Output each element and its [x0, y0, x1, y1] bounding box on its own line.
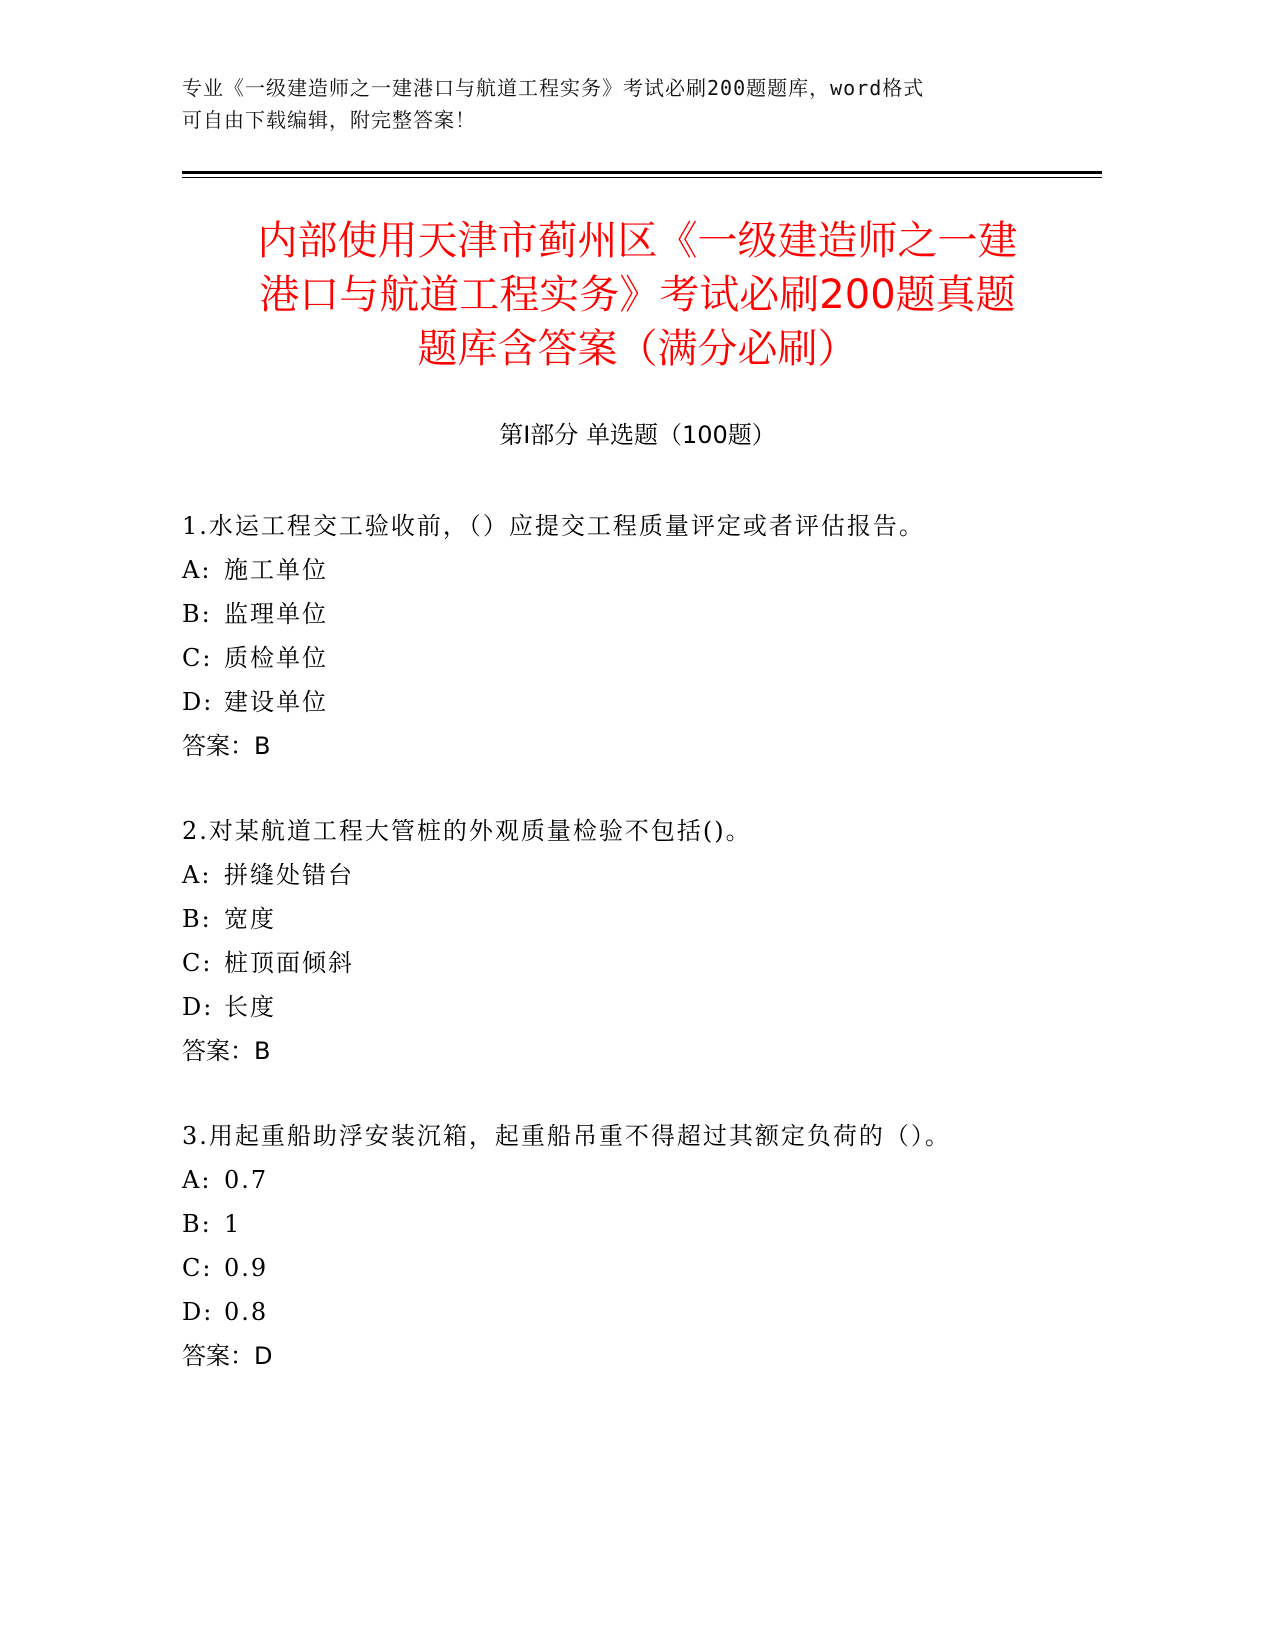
option-d	[182, 1290, 1082, 1334]
option-text: 长度	[224, 993, 276, 1021]
option-a	[182, 548, 1082, 592]
option-b	[182, 592, 1082, 636]
title-line-1: 内部使用天津市蓟州区《一级建造师之一建	[257, 218, 1018, 264]
question-1	[182, 504, 1082, 768]
option-letter: C:	[182, 1254, 213, 1282]
option-letter: B:	[182, 600, 212, 628]
option-letter: A:	[182, 1166, 212, 1194]
option-text: 施工单位	[224, 556, 328, 584]
option-text: 质检单位	[224, 644, 328, 672]
document-title	[150, 214, 1125, 376]
option-d	[182, 680, 1082, 724]
option-text: 监理单位	[224, 600, 328, 628]
question-2	[182, 809, 1082, 1073]
option-c	[182, 1246, 1082, 1290]
option-text: 0.7	[224, 1166, 269, 1194]
header-rule-thick	[182, 171, 1102, 174]
option-letter: D:	[182, 688, 214, 716]
option-letter: C:	[182, 949, 213, 977]
option-a	[182, 1158, 1082, 1202]
title-line-3: 题库含答案（满分必刷）	[417, 326, 858, 372]
option-letter: A:	[182, 556, 212, 584]
option-d	[182, 985, 1082, 1029]
option-letter: C:	[182, 644, 213, 672]
header-rule-thin	[182, 177, 1102, 178]
answer-line: 答案：B	[182, 1037, 271, 1065]
option-b	[182, 1202, 1082, 1246]
answer-line: 答案：D	[182, 1342, 273, 1370]
option-text: 建设单位	[224, 688, 328, 716]
option-letter: B:	[182, 1210, 212, 1238]
option-a	[182, 853, 1082, 897]
option-letter: D:	[182, 1298, 214, 1326]
option-b	[182, 897, 1082, 941]
answer-line: 答案：B	[182, 732, 271, 760]
option-text: 0.9	[224, 1254, 269, 1282]
option-c	[182, 636, 1082, 680]
option-text: 桩顶面倾斜	[224, 949, 354, 977]
header-note-line-2: 可自由下载编辑，附完整答案！	[182, 108, 476, 132]
option-letter: B:	[182, 905, 212, 933]
option-letter: D:	[182, 993, 214, 1021]
option-text: 0.8	[224, 1298, 269, 1326]
section-heading: 第Ⅰ部分 单选题（100题）	[499, 421, 776, 449]
option-letter: A:	[182, 861, 212, 889]
question-3	[182, 1114, 1082, 1378]
title-line-2: 港口与航道工程实务》考试必刷200题真题	[259, 272, 1016, 318]
header-note	[182, 72, 1062, 136]
header-note-line-1: 专业《一级建造师之一建港口与航道工程实务》考试必刷200题题库，word格式	[182, 76, 925, 100]
option-text: 宽度	[224, 905, 276, 933]
question-stem: 3.用起重船助浮安装沉箱，起重船吊重不得超过其额定负荷的（）。	[182, 1122, 951, 1150]
question-stem: 2.对某航道工程大管桩的外观质量检验不包括()。	[182, 817, 752, 845]
option-text: 1	[224, 1210, 242, 1238]
option-text: 拼缝处错台	[224, 861, 354, 889]
option-c	[182, 941, 1082, 985]
question-stem: 1.水运工程交工验收前，（）应提交工程质量评定或者评估报告。	[182, 512, 925, 540]
